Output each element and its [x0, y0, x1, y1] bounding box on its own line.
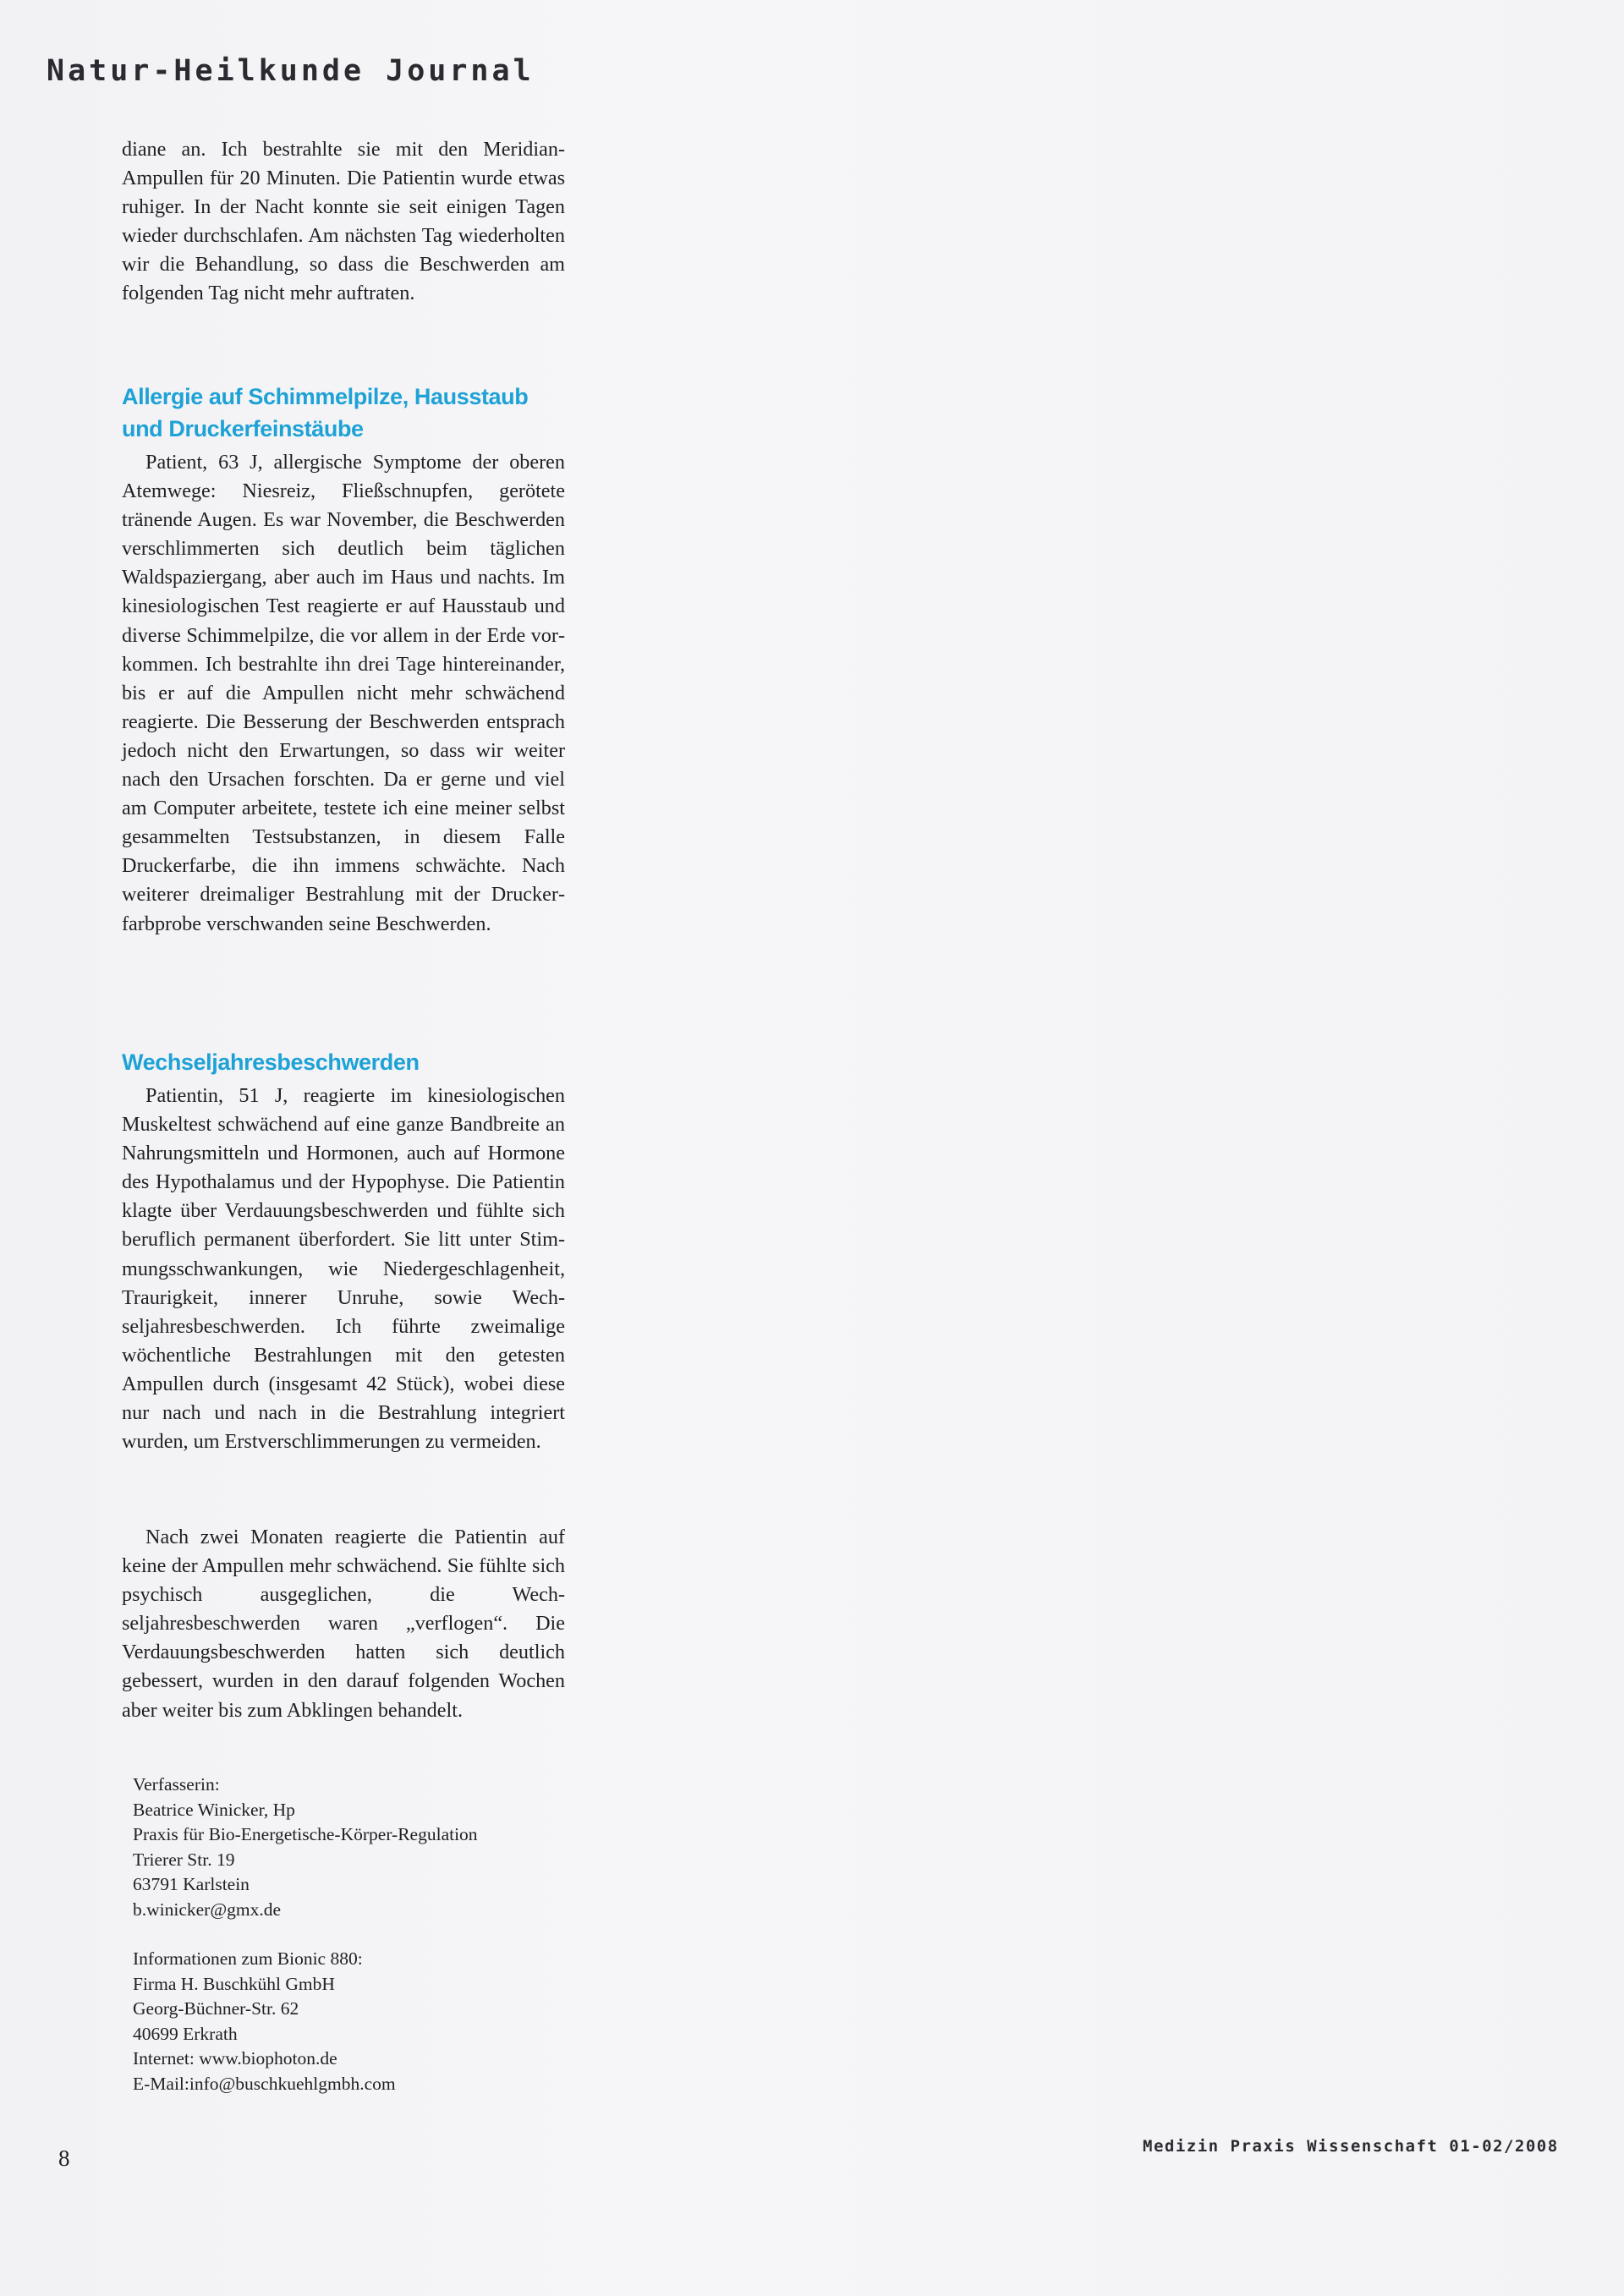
section-heading-menopause: Wechseljahresbeschwerden — [122, 1049, 420, 1075]
menopause-paragraph-2: Nach zwei Monaten reagierte die Patientin auf keine der Ampullen mehr schwächend. Sie fühlte sich psychisch ausgeglichen, die Wechseljahresbeschwerden waren „verflogen“. Die Verdauungsbeschwerden hatten sich deutlich gebessert, wurden in den darauf folgenden Wochen aber weiter bis zum Abklingen behandelt. — [122, 1526, 565, 1722]
info-email: E-Mail:info@buschkuehlgmbh.com — [133, 2073, 396, 2094]
info-street: Georg-Büchner-Str. 62 — [133, 1998, 299, 2019]
page-number: 8 — [58, 2145, 70, 2171]
author-street: Trierer Str. 19 — [133, 1849, 235, 1870]
intro-paragraph: diane an. Ich bestrahlte sie mit den Meridian-Ampullen für 20 Minuten. Die Patientin wurde etwas ruhiger. In der Nacht konnte sie seit einigen Tagen wieder durchschlafen. Am nächsten Tag wiederholten wir die Behandlung, so dass die Beschwerden am folgenden Tag nicht mehr auftraten. — [122, 138, 565, 305]
author-label: Verfasserin: — [133, 1774, 220, 1795]
section-heading-allergy — [122, 381, 565, 445]
allergy-paragraph: Patient, 63 J, allergische Symptome der oberen Atemwege: Niesreiz, Fließschnupfen, gerötete tränende Augen. Es war November, die Beschwerden verschlimmerten sich deutlich beim täglichen Waldspaziergang, aber auch im Haus und nachts. Im kinesiologischen Test reagierte er auf Hausstaub und diverse Schimmelpilze, die vor allem in der Erde vorkommen. Ich bestrahlte ihn drei Tage hintereinander, bis er auf die Ampullen nicht mehr schwächend reagierte. Die Besserung der Beschwerden entsprach jedoch nicht den Erwartungen, so dass wir weiter nach den Ursachen forschten. Da er gerne und viel am Computer arbeitete, testete ich eine meiner selbst gesammelten Testsubstanzen, in diesem Falle Druckerfarbe, die ihn immens schwächte. Nach weiterer dreimaliger Bestrahlung mit der Druckerfarbprobe verschwanden seine Beschwerden. — [122, 451, 565, 935]
author-practice: Praxis für Bio-Energetische-Körper-Regulation — [133, 1824, 478, 1845]
intro-block — [122, 135, 565, 309]
publication-footer: Medizin Praxis Wissenschaft 01-02/2008 — [1143, 2137, 1559, 2156]
section-menopause — [122, 1046, 565, 1456]
info-internet: Internet: www.biophoton.de — [133, 2048, 337, 2069]
menopause-paragraph-1: Patientin, 51 J, reagierte im kinesiologischen Muskeltest schwächend auf eine ganze Bandbreite an Nahrungsmitteln und Hormonen, auch auf Hormone des Hypothalamus und der Hypophyse. Die Patientin klagte über Verdauungsbeschwerden und fühlte sich beruflich permanent überfordert. Sie litt unter Stimmungsschwankungen, wie Niedergeschlagenheit, Traurigkeit, innerer Unruhe, sowie Wechseljahresbeschwerden. Ich führte zweimalige wöchentliche Bestrahlungen mit den getesten Ampullen durch (insgesamt 42 Stück), wobei diese nur nach und nach in die Bestrahlung integriert wurden, um Erstverschlimmerungen zu vermeiden. — [122, 1084, 565, 1454]
info-label: Informationen zum Bionic 880: — [133, 1948, 363, 1969]
author-name: Beatrice Winicker, Hp — [133, 1799, 295, 1820]
info-block — [133, 1947, 606, 2097]
author-city: 63791 Karlstein — [133, 1874, 250, 1895]
info-company: Firma H. Buschkühl GmbH — [133, 1973, 335, 1994]
author-block — [133, 1773, 606, 1923]
heading-line-2: und Druckerfeinstäube — [122, 416, 364, 441]
heading-line-1: Allergie auf Schimmelpilze, Hausstaub — [122, 384, 529, 409]
journal-title: Natur-Heilkunde Journal — [47, 54, 535, 88]
info-city: 40699 Erkrath — [133, 2023, 238, 2044]
author-email: b.winicker@gmx.de — [133, 1899, 282, 1920]
section-allergy — [122, 381, 565, 939]
section-menopause-continued — [122, 1523, 565, 1725]
